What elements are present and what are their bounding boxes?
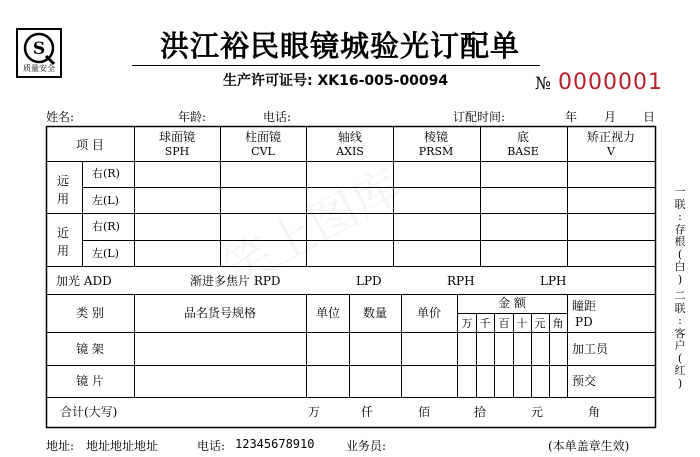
unit-price-header: 单价	[416, 306, 442, 320]
v-header-cn: 矫正视力	[586, 130, 636, 144]
total-label: 合计(大写)	[60, 405, 118, 419]
unit-header: 单位	[315, 306, 341, 320]
lph-label: LPH	[540, 274, 567, 288]
serial-symbol: №	[535, 74, 552, 94]
license-number: 生产许可证号: XK16-005-00094	[223, 73, 449, 89]
side-note-copy2	[673, 290, 687, 390]
side-char: 联	[674, 301, 686, 315]
side-char: )	[677, 376, 683, 390]
logo-letter: S	[32, 39, 46, 59]
form-title: 洪江裕民眼镜城验光订配单	[160, 29, 521, 63]
item-header: 项 目	[76, 138, 104, 152]
rph-label: RPH	[447, 274, 475, 288]
cvl-header-en: CVL	[251, 145, 275, 158]
digit-yuan: 元	[534, 317, 546, 330]
lens-label: 镜 片	[76, 374, 104, 388]
total-unit-wan: 万	[308, 405, 321, 419]
side-note-copy1	[673, 186, 687, 286]
digit-jiao: 角	[552, 317, 564, 330]
side-char: 根	[674, 235, 686, 248]
name-label: 姓名:	[46, 110, 75, 124]
side-char: 客	[674, 326, 686, 340]
prsm-header-en: PRSM	[418, 145, 454, 158]
pd-label-en: PD	[575, 315, 593, 329]
side-char: 联	[674, 197, 686, 211]
total-unit-bai: 佰	[418, 405, 431, 419]
phone-label: 电话:	[263, 110, 292, 124]
rpd-label: 渐进多焦片 RPD	[190, 274, 281, 288]
total-unit-qian: 仟	[361, 405, 374, 419]
axis-header-cn: 轴线	[337, 130, 363, 144]
side-char: 白	[674, 260, 686, 273]
pd-label-cn: 瞳距	[572, 299, 597, 313]
side-char: :	[678, 314, 682, 327]
quantity-header: 数量	[362, 306, 388, 320]
digit-bai: 百	[498, 317, 510, 330]
address-label: 地址:	[46, 439, 75, 453]
far-left-label: 左(L)	[92, 194, 119, 207]
far-label-1: 远	[57, 174, 70, 188]
side-char: 一	[674, 185, 686, 198]
clerk-label: 业务员:	[346, 439, 387, 453]
digit-wan: 万	[461, 317, 473, 330]
side-char: 存	[674, 222, 686, 236]
year-label: 年	[565, 110, 578, 124]
product-header: 品名货号规格	[183, 306, 257, 320]
amount-header: 金 额	[498, 296, 526, 310]
address-value: 地址地址地址	[86, 439, 159, 453]
near-right-label: 右(R)	[92, 220, 120, 233]
side-char: )	[677, 272, 683, 286]
sph-header-en: SPH	[164, 145, 190, 158]
far-label-2: 用	[57, 192, 70, 206]
far-right-label: 右(R)	[92, 167, 120, 180]
side-char: 户	[674, 339, 686, 352]
cvl-header-cn: 柱面镜	[244, 130, 282, 144]
stamp-note: (本单盖章生效)	[548, 439, 630, 453]
lpd-label: LPD	[356, 274, 382, 288]
prsm-header-cn: 棱镜	[423, 130, 449, 144]
processor-label: 加工员	[572, 342, 609, 356]
base-header-cn: 底	[516, 130, 530, 144]
frame-label: 镜 架	[76, 342, 104, 356]
total-unit-jiao: 角	[588, 405, 601, 419]
footer-phone-label: 电话:	[197, 439, 226, 453]
digit-qian: 千	[479, 317, 491, 330]
side-char: 二	[674, 289, 686, 302]
v-header-en: V	[607, 145, 615, 158]
day-label: 日	[643, 110, 656, 124]
logo-caption: 质量安全	[23, 64, 55, 73]
add-label: 加光 ADD	[56, 274, 112, 288]
side-char: 红	[674, 364, 686, 377]
order-time-label: 订配时间:	[453, 110, 506, 124]
serial-number: 0000001	[558, 70, 663, 95]
category-header: 类 别	[76, 306, 104, 320]
pre-delivery-label: 预交	[572, 374, 597, 388]
near-label-2: 用	[57, 244, 70, 258]
sph-header-cn: 球面镜	[158, 130, 196, 144]
footer-phone-value: 12345678910	[235, 437, 315, 451]
near-label-1: 近	[57, 226, 70, 240]
age-label: 年龄:	[178, 110, 207, 124]
side-char: (	[677, 247, 683, 261]
side-char: :	[678, 210, 682, 223]
axis-header-en: AXIS	[336, 145, 364, 158]
base-header-en: BASE	[507, 145, 539, 158]
digit-shi: 十	[516, 317, 528, 330]
month-label: 月	[604, 110, 617, 124]
total-unit-yuan: 元	[531, 405, 544, 419]
side-char: (	[677, 351, 683, 365]
near-left-label: 左(L)	[92, 247, 119, 260]
total-unit-shi: 拾	[474, 405, 487, 419]
